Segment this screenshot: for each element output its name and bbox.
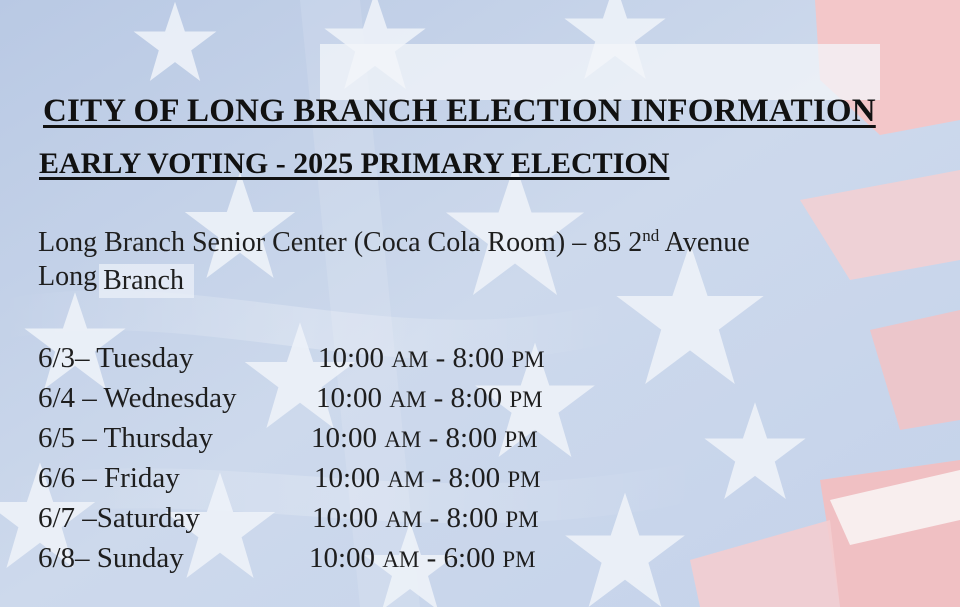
location-ordinal-suffix: nd [642,226,660,245]
open-ampm: AM [389,387,427,412]
location-text: Long Branch Senior Center (Coca Cola Room) – 85 2 [38,227,643,258]
open-time: 10:00 [309,542,376,574]
close-ampm: PM [507,467,541,492]
time-separator: - [424,462,449,494]
location-city-part-2: Branch [99,264,194,298]
open-ampm: AM [384,427,422,452]
location-street-suffix: Avenue [659,227,750,258]
close-time: 6:00 [443,542,496,574]
schedule-row [38,338,638,378]
location-address [38,226,750,294]
schedule-day: 6/6 – Friday [38,462,180,494]
time-separator: - [421,422,446,454]
close-ampm: PM [502,547,536,572]
close-time: 8:00 [450,382,503,414]
open-time: 10:00 [318,342,385,374]
open-time: 10:00 [312,502,379,534]
open-ampm: AM [382,547,420,572]
time-separator: - [426,382,451,414]
schedule-hours [314,458,541,500]
open-ampm: AM [391,347,429,372]
schedule-day: 6/5 – Thursday [38,422,214,454]
time-separator: - [422,502,447,534]
close-time: 8:00 [446,502,499,534]
time-separator: - [419,542,444,574]
close-ampm: PM [504,427,538,452]
open-time: 10:00 [314,462,381,494]
location-city-part-1: Long [38,261,98,292]
close-ampm: PM [505,507,539,532]
close-time: 8:00 [448,462,501,494]
schedule-hours [309,538,536,580]
schedule-hours [311,418,538,460]
open-ampm: AM [385,507,423,532]
schedule-row [38,498,638,538]
schedule-row [38,418,638,458]
voting-schedule [38,338,638,578]
open-ampm: AM [387,467,425,492]
close-time: 8:00 [452,342,505,374]
time-separator: - [428,342,453,374]
close-ampm: PM [511,347,545,372]
schedule-day: 6/8– Sunday [38,542,184,574]
schedule-row [38,538,638,578]
schedule-hours [318,338,545,380]
open-time: 10:00 [316,382,383,414]
schedule-day: 6/4 – Wednesday [38,382,237,414]
open-time: 10:00 [311,422,378,454]
page-title: CITY OF LONG BRANCH ELECTION INFORMATION [43,93,876,129]
close-ampm: PM [509,387,543,412]
schedule-row [38,458,638,498]
schedule-day: 6/7 –Saturday [38,502,200,534]
schedule-hours [316,378,543,420]
schedule-row [38,378,638,418]
location-line-1 [38,226,750,260]
schedule-hours [312,498,539,540]
page-subtitle: EARLY VOTING - 2025 PRIMARY ELECTION [39,147,670,180]
location-line-2 [38,260,750,294]
close-time: 8:00 [445,422,498,454]
schedule-day: 6/3– Tuesday [38,342,194,374]
